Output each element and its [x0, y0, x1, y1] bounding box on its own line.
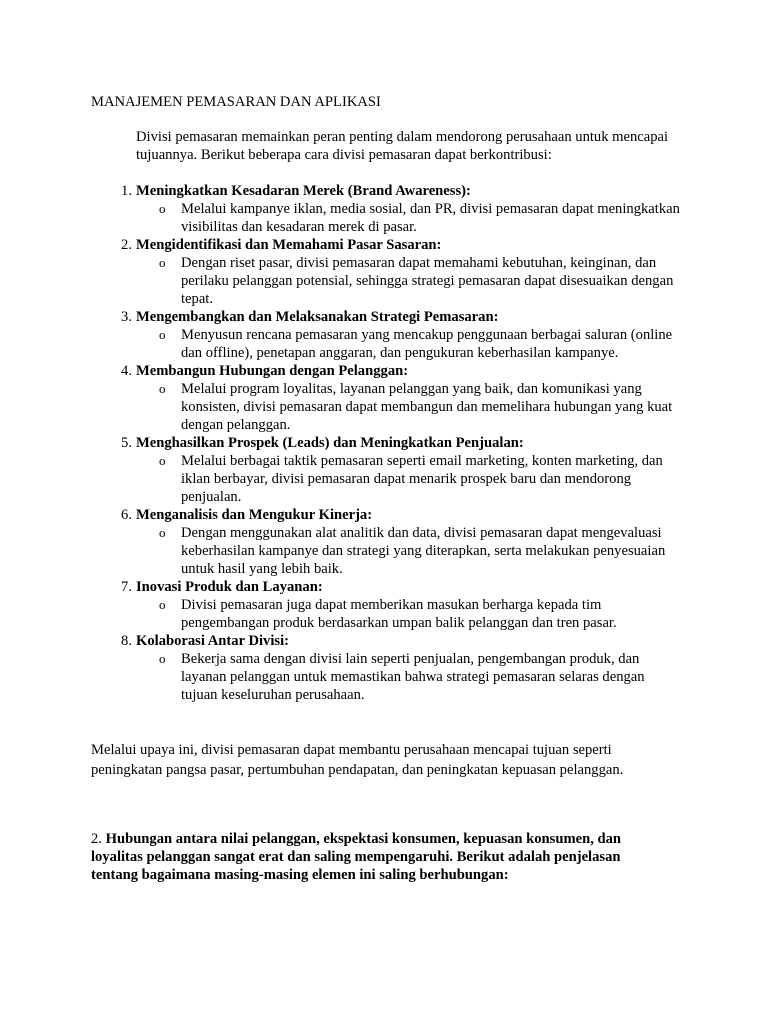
list-item-heading — [121, 182, 768, 200]
list-item-heading — [121, 578, 768, 596]
list-item — [0, 308, 768, 362]
bullet-icon: o — [159, 255, 166, 270]
list-item-detail — [136, 254, 681, 308]
list-item-detail-text: Dengan riset pasar, divisi pemasaran dapat memahami kebutuhan, keinginan, dan perilaku pelanggan potensial, sehingga strategi pemasaran dapat disesuaikan dengan tepat. — [181, 255, 674, 307]
list-item-heading-text: Mengidentifikasi dan Memahami Pasar Sasaran: — [136, 237, 442, 253]
list-item-number: 2. — [121, 237, 132, 253]
list-item-detail — [136, 380, 681, 434]
list-item-detail-text: Melalui berbagai taktik pemasaran seperti email marketing, konten marketing, dan iklan berbayar, divisi pemasaran dapat menarik prospek baru dan mendorong penjualan. — [181, 453, 663, 505]
list-item-heading-text: Mengembangkan dan Melaksanakan Strategi Pemasaran: — [136, 309, 499, 325]
list-item-detail-text: Bekerja sama dengan divisi lain seperti penjualan, pengembangan produk, dan layanan pelanggan untuk memastikan bahwa strategi pemasaran selaras dengan tujuan keseluruhan perusahaan. — [181, 651, 645, 703]
bullet-icon: o — [159, 201, 166, 216]
list-item-number: 7. — [121, 579, 132, 595]
list-item-detail — [136, 452, 681, 506]
list-item-detail — [136, 524, 681, 578]
list-item — [0, 632, 768, 704]
bullet-icon: o — [159, 327, 166, 342]
list-item — [0, 434, 768, 506]
list-item-heading — [121, 434, 768, 452]
list-item-heading-text: Menghasilkan Prospek (Leads) dan Meningkatkan Penjualan: — [136, 435, 524, 451]
contribution-list — [0, 182, 768, 704]
list-item-heading-text: Inovasi Produk dan Layanan: — [136, 579, 323, 595]
list-item-heading — [121, 236, 768, 254]
list-item-heading — [121, 362, 768, 380]
list-item-heading-text: Menganalisis dan Mengukur Kinerja: — [136, 507, 373, 523]
list-item-heading — [121, 308, 768, 326]
list-item-number: 6. — [121, 507, 132, 523]
list-item-detail-text: Melalui kampanye iklan, media sosial, dan PR, divisi pemasaran dapat meningkatkan visibilitas dan kesadaran merek di pasar. — [181, 201, 680, 235]
list-item-number: 1. — [121, 183, 132, 199]
bullet-icon: o — [159, 381, 166, 396]
bullet-icon: o — [159, 525, 166, 540]
bullet-icon: o — [159, 453, 166, 468]
list-item-heading-text: Kolaborasi Antar Divisi: — [136, 633, 289, 649]
list-item-heading — [121, 506, 768, 524]
list-item-detail-text: Divisi pemasaran juga dapat memberikan masukan berharga kepada tim pengembangan produk berdasarkan umpan balik pelanggan dan tren pasar. — [181, 597, 617, 631]
list-item — [0, 578, 768, 632]
list-item-number: 3. — [121, 309, 132, 325]
document-title: MANAJEMEN PEMASARAN DAN APLIKASI — [91, 94, 381, 110]
bullet-icon: o — [159, 597, 166, 612]
list-item-heading-text: Membangun Hubungan dengan Pelanggan: — [136, 363, 409, 379]
list-item-detail — [136, 650, 681, 704]
list-item-number: 5. — [121, 435, 132, 451]
closing-paragraph: Melalui upaya ini, divisi pemasaran dapat membantu perusahaan mencapai tujuan seperti peningkatan pangsa pasar, pertumbuhan pendapatan, dan peningkatan kepuasan pelanggan. — [91, 742, 624, 778]
list-item-heading — [121, 632, 768, 650]
list-item-detail-text: Menyusun rencana pemasaran yang mencakup penggunaan berbagai saluran (online dan offline), penetapan anggaran, dan pengukuran keberhasilan kampanye. — [181, 327, 673, 361]
list-item — [0, 362, 768, 434]
list-item-number: 8. — [121, 633, 132, 649]
intro-paragraph: Divisi pemasaran memainkan peran penting dalam mendorong perusahaan untuk mencapai tujuannya. Berikut beberapa cara divisi pemasaran dapat berkontribusi: — [136, 129, 669, 163]
list-item — [0, 182, 768, 236]
bullet-icon: o — [159, 651, 166, 666]
list-item — [0, 506, 768, 578]
list-item-detail-text: Dengan menggunakan alat analitik dan data, divisi pemasaran dapat mengevaluasi keberhasilan kampanye dan strategi yang diterapkan, serta melakukan penyesuaian untuk hasil yang lebih baik. — [181, 525, 666, 577]
list-item-detail — [136, 200, 681, 236]
list-item-detail-text: Melalui program loyalitas, layanan pelanggan yang baik, dan komunikasi yang konsisten, divisi pemasaran dapat membangun dan memelihara hubungan yang kuat dengan pelanggan. — [181, 381, 673, 433]
list-item-number: 4. — [121, 363, 132, 379]
list-item — [0, 236, 768, 308]
section-2-paragraph — [91, 830, 661, 884]
list-item-heading-text: Meningkatkan Kesadaran Merek (Brand Awareness): — [136, 183, 471, 199]
section-2-text: Hubungan antara nilai pelanggan, ekspektasi konsumen, kepuasan konsumen, dan loyalitas pelanggan sangat erat dan saling mempengaruhi. Berikut adalah penjelasan tentang bagaimana masing-masing elemen ini saling berhubungan: — [91, 831, 622, 883]
list-item-detail — [136, 596, 681, 632]
list-item-detail — [136, 326, 681, 362]
section-2-number: 2. — [91, 831, 102, 847]
